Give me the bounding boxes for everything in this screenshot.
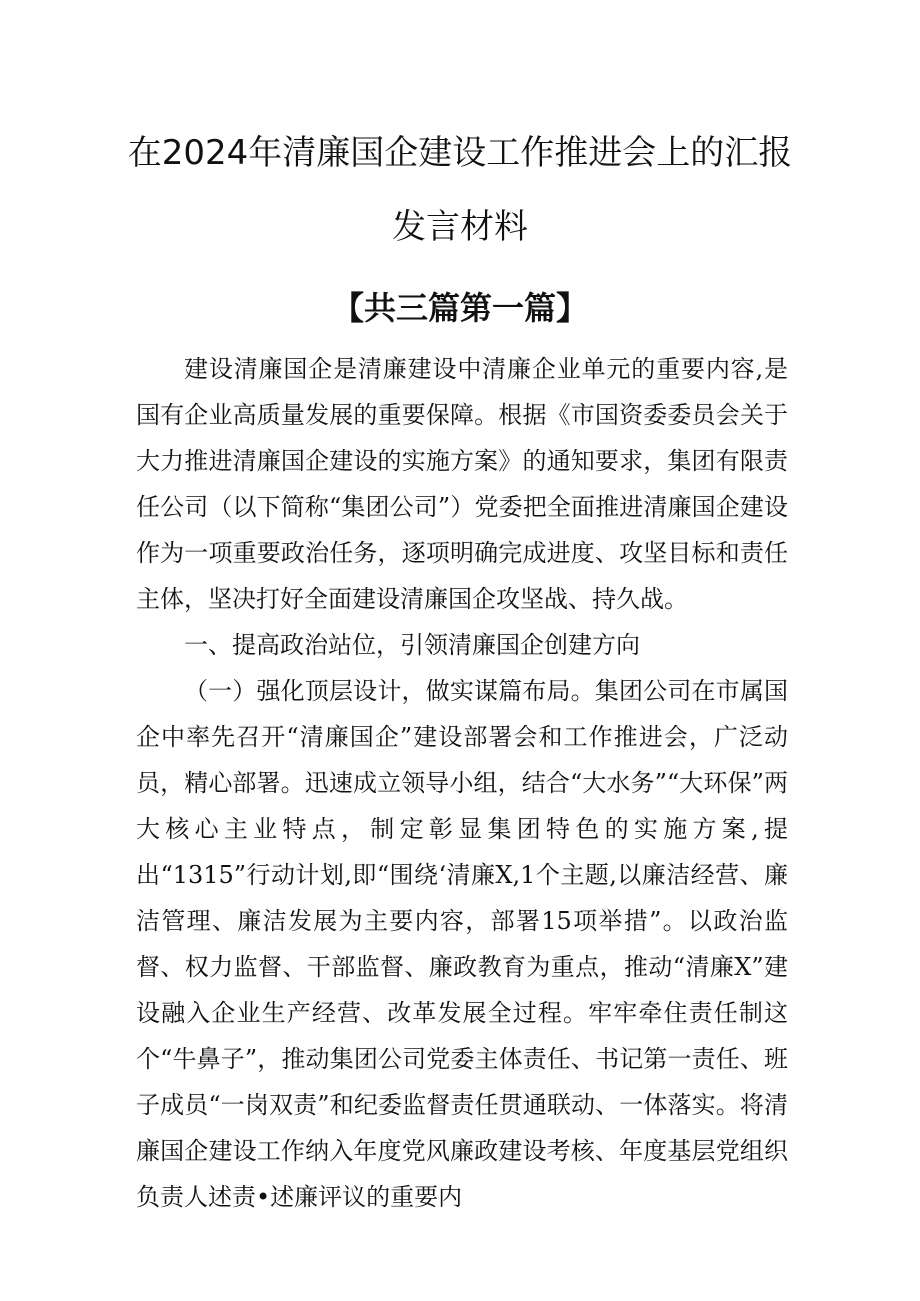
paragraph-subsection-1: （一）强化顶层设计，做实谋篇布局。集团公司在市属国企中率先召开“清廉国企”建设部署会和工作推进会，广泛动员，精心部署。迅速成立领导小组，结合“大水务”“大环保”两大核心主业特点，制定彰显集团特色的实施方案,提出“1315”行动计划,即“围绕‘清廉X,1个主题,以廉洁经营、廉洁管理、廉洁发展为主要内容，部署15项举措”。以政治监督、权力监督、干部监督、廉政教育为重点，推动“清廉X”建设融入企业生产经营、改革发展全过程。牢牢牵住责任制这个“牛鼻子”，推动集团公司党委主体责任、书记第一责任、班子成员“一岗双责”和纪委监督责任贯通联动、一体落实。将清廉国企建设工作纳入年度党风廉政建设考核、年度基层党组织负责人述责•述廉评议的重要内: [136, 677, 788, 1211]
document-body: [136, 346, 788, 1220]
section-heading: 一、提高政治站位，引领清廉国企创建方向: [184, 631, 640, 659]
document-title-line-2: 发言材料: [392, 207, 528, 247]
document-title-line-1: 在2024年清廉国企建设工作推进会上的汇报: [127, 133, 793, 173]
paragraph-intro: 建设清廉国企是清廉建设中清廉企业单元的重要内容,是国有企业高质量发展的重要保障。根据《市国资委委员会关于大力推进清廉国企建设的实施方案》的通知要求，集团有限责任公司（以下简称“集团公司”）党委把全面推进清廉国企建设作为一项重要政治任务，逐项明确完成进度、攻坚目标和责任主体，坚决打好全面建设清廉国企攻坚战、持久战。: [136, 355, 788, 613]
document-subtitle: 【共三篇第一篇】: [331, 289, 588, 327]
